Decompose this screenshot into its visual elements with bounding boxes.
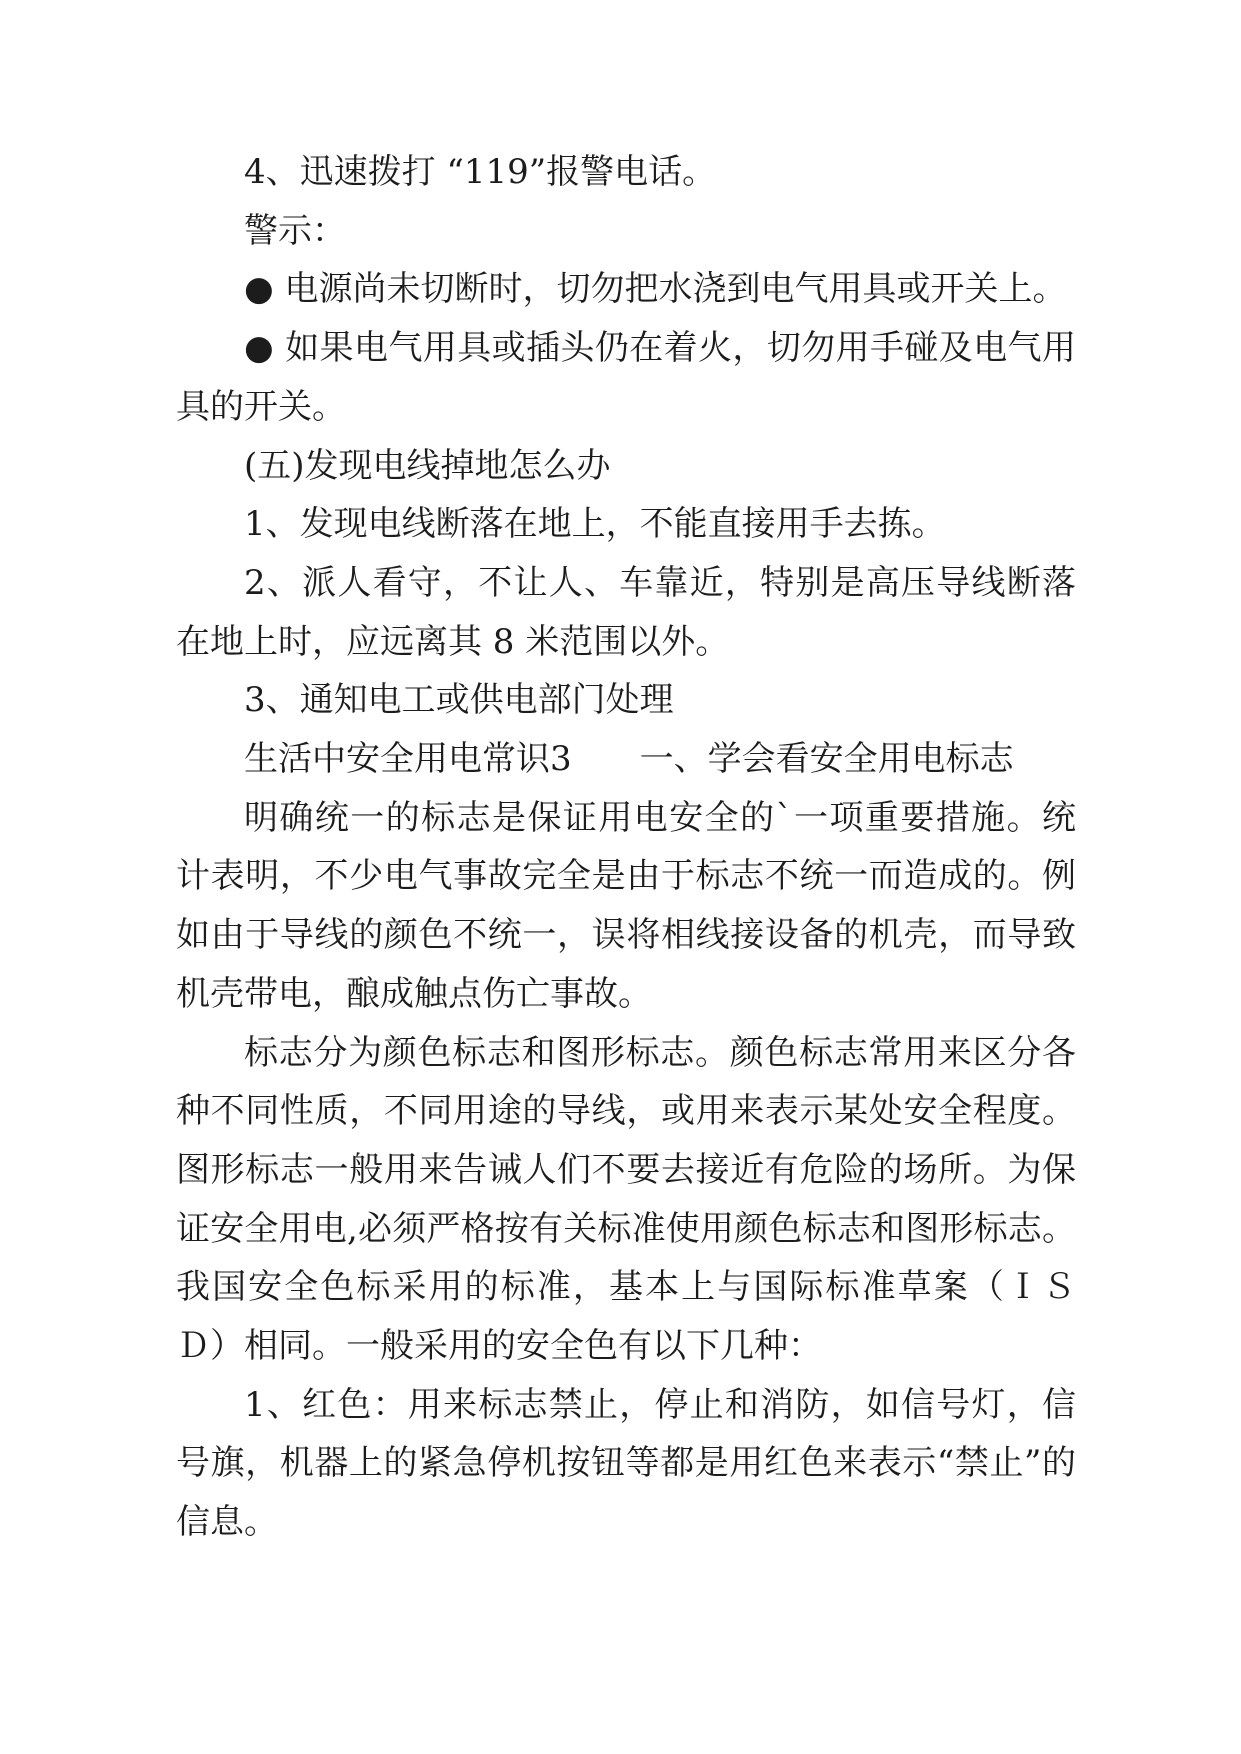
- paragraph: 生活中安全用电常识3 一、学会看安全用电标志: [244, 739, 1014, 780]
- paragraph: ● 电源尚未切断时，切勿把水浇到电气用具或开关上。: [244, 269, 1067, 310]
- paragraph: 1、红色：用来标志禁止，停止和消防，如信号灯，信号旗，机器上的紧急停机按钮等都是用红色来表示“禁止”的信息。: [176, 1384, 1076, 1543]
- paragraph: 标志分为颜色标志和图形标志。颜色标志常用来区分各种不同性质，不同用途的导线，或用来表示某处安全程度。图形标志一般用来告诫人们不要去接近有危险的场所。为保证安全用电,必须严格按有关标准使用颜色标志和图形标志。我国安全色标采用的标准，基本上与国际标准草案（ＩＳＤ）相同。一般采用的安全色有以下几种：: [176, 1032, 1076, 1367]
- paragraph: 1、发现电线断落在地上，不能直接用手去拣。: [244, 504, 946, 545]
- paragraph: 3、通知电工或供电部门处理: [244, 680, 674, 721]
- paragraph: 警示：: [244, 210, 346, 251]
- document-text-block: [176, 143, 1076, 1552]
- paragraph: ● 如果电气用具或插头仍在着火，切勿用手碰及电气用具的开关。: [176, 328, 1076, 427]
- paragraph: 4、迅速拨打 “119”报警电话。: [244, 152, 717, 192]
- paragraph: 明确统一的标志是保证用电安全的`一项重要措施。统计表明，不少电气事故完全是由于标志不统一而造成的。例如由于导线的颜色不统一，误将相线接设备的机壳，而导致机壳带电，酿成触点伤亡事故。: [176, 797, 1076, 1014]
- paragraph: (五)发现电线掉地怎么办: [244, 445, 611, 486]
- paragraph: 2、派人看守，不让人、车靠近，特别是高压导线断落在地上时，应远离其 8 米范围以外。: [176, 562, 1076, 662]
